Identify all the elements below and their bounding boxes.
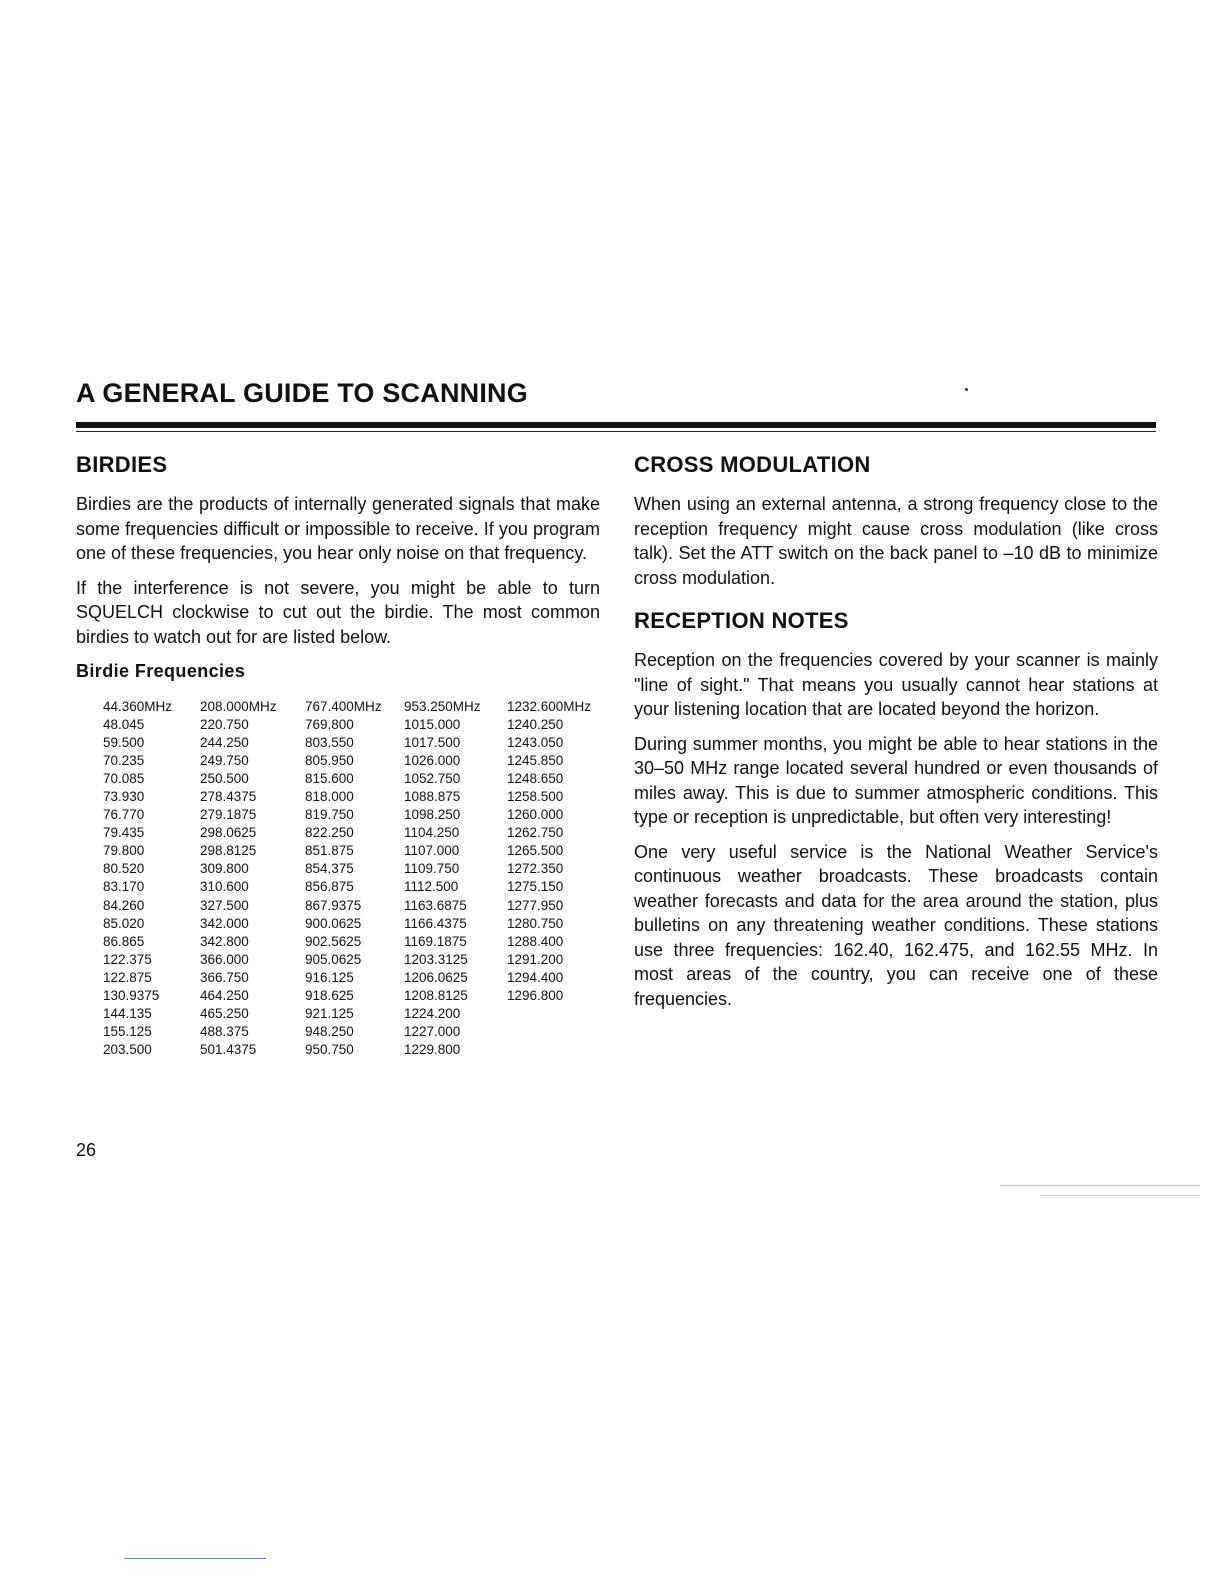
frequency-value: 1243.050 — [507, 735, 564, 751]
frequency-value: 1015.000 — [404, 717, 461, 733]
frequency-value: 1227.000 — [404, 1023, 461, 1039]
frequency-value: 366.750 — [200, 969, 249, 985]
frequency-value: 1272.350 — [507, 861, 564, 877]
frequency-column — [103, 698, 172, 1059]
frequency-column — [305, 698, 382, 1059]
frequency-value: 1296.800 — [507, 987, 564, 1003]
frequency-value: 208.000MHz — [200, 699, 277, 714]
frequency-value: 1088.875 — [404, 789, 461, 805]
frequency-value: 1203.3125 — [404, 951, 468, 967]
frequency-value: 1288.400 — [507, 933, 564, 949]
frequency-value: 1280.750 — [507, 915, 564, 931]
frequency-value: 1258.500 — [507, 789, 564, 805]
frequency-value: 70.085 — [103, 771, 145, 787]
frequency-value: 465.250 — [200, 1005, 249, 1021]
frequency-value: 1277.950 — [507, 897, 564, 913]
frequency-column — [404, 698, 481, 1059]
frequency-value: 948.250 — [305, 1023, 354, 1039]
frequency-value: 366.000 — [200, 951, 249, 967]
frequency-value: 1294.400 — [507, 969, 564, 985]
reception-notes-heading: RECEPTION NOTES — [634, 608, 849, 633]
frequency-value: 244.250 — [200, 735, 249, 751]
frequency-value: 327.500 — [200, 897, 249, 913]
frequency-value: 130.9375 — [103, 987, 160, 1003]
frequency-value: 80.520 — [103, 861, 145, 877]
frequency-value: 249.750 — [200, 753, 249, 769]
frequency-value: 86.865 — [103, 933, 145, 949]
frequency-value: 1265.500 — [507, 843, 564, 859]
birdie-frequencies-heading: Birdie Frequencies — [76, 661, 246, 681]
birdies-paragraph-1: Birdies are the products of internally generated signals that make some frequencies difficult or impossible to receive. If you program one of these frequencies, you hear only noise on that frequency. — [76, 494, 600, 563]
scan-artifact-blue-line — [124, 1558, 266, 1559]
frequency-value: 1229.800 — [404, 1041, 461, 1057]
frequency-value: 464.250 — [200, 987, 249, 1003]
frequency-value: 918.625 — [305, 987, 354, 1003]
frequency-value: 1245.850 — [507, 753, 564, 769]
frequency-value: 1262.750 — [507, 825, 564, 841]
frequency-value: 501.4375 — [200, 1041, 257, 1057]
frequency-value: 822.250 — [305, 825, 354, 841]
frequency-value: 1169.1875 — [404, 933, 467, 949]
scan-artifact-line — [1040, 1195, 1200, 1196]
frequency-value: 1291.200 — [507, 951, 564, 967]
header-rule-thin — [76, 431, 1156, 432]
frequency-value: 1098.250 — [404, 807, 461, 823]
frequency-column — [200, 698, 277, 1059]
frequency-value: 85.020 — [103, 915, 145, 931]
frequency-value: 818.000 — [305, 789, 354, 805]
scan-speck — [965, 388, 968, 391]
frequency-value: 1240.250 — [507, 717, 564, 733]
frequency-value: 155.125 — [103, 1023, 152, 1039]
frequency-value: 803.550 — [305, 735, 354, 751]
frequency-value: 1017.500 — [404, 735, 461, 751]
frequency-value: 1224.200 — [404, 1005, 461, 1021]
frequency-value: 122.875 — [103, 969, 152, 985]
frequency-value: 59.500 — [103, 735, 145, 751]
page-title: A GENERAL GUIDE TO SCANNING — [76, 378, 528, 408]
birdie-frequency-table — [96, 698, 600, 1070]
frequency-value: 1052.750 — [404, 771, 461, 787]
frequency-value: 298.8125 — [200, 843, 257, 859]
page-number: 26 — [76, 1140, 97, 1160]
frequency-value: 1248.650 — [507, 771, 564, 787]
cross-modulation-heading: CROSS MODULATION — [634, 452, 871, 477]
frequency-value: 79.800 — [103, 843, 145, 859]
frequency-value: 279.1875 — [200, 807, 257, 823]
frequency-value: 1232.600MHz — [507, 699, 592, 714]
frequency-value: 767.400MHz — [305, 699, 382, 714]
frequency-value: 851.875 — [305, 843, 354, 859]
frequency-value: 44.360MHz — [103, 699, 173, 714]
frequency-value: 1104.250 — [404, 825, 460, 841]
scan-artifact-line — [1000, 1185, 1200, 1186]
frequency-value: 488.375 — [200, 1023, 249, 1039]
frequency-value: 1260.000 — [507, 807, 564, 823]
reception-paragraph-3: One very useful service is the National Weather Service's continuous weather broadcasts. These broadcasts contain weather forecasts and data for the area around the station, plus bulletins on any threatening weather conditions. These stations use three frequencies: 162.40, 162.475, and 162.55 MHz. In most areas of the country, you can receive one of these frequencies. — [634, 841, 1158, 1009]
frequency-value: 1107.000 — [404, 843, 460, 859]
frequency-value: 867.9375 — [305, 897, 362, 913]
cross-modulation-paragraph: When using an external antenna, a strong frequency close to the reception frequency might cause cross modulation (like cross talk). Set the ATT switch on the back panel to –10 dB to minimize cross modulation. — [634, 494, 1158, 588]
frequency-value: 310.600 — [200, 879, 249, 895]
frequency-value: 84.260 — [103, 897, 145, 913]
left-column — [76, 452, 600, 1070]
frequency-value: 298.0625 — [200, 825, 257, 841]
frequency-value: 76.770 — [103, 807, 145, 823]
frequency-value: 916.125 — [305, 969, 354, 985]
frequency-value: 815.600 — [305, 771, 354, 787]
frequency-value: 854.375 — [305, 861, 354, 877]
frequency-value: 1206.0625 — [404, 969, 468, 985]
reception-paragraph-2: During summer months, you might be able to hear stations in the 30–50 MHz range located several hundred or even thousands of miles away. This is due to summer atmospheric conditions. This type or reception is unpredictable, but often very interesting! — [634, 733, 1158, 827]
frequency-value: 203.500 — [103, 1041, 152, 1057]
frequency-value: 856.875 — [305, 879, 354, 895]
frequency-column — [507, 698, 591, 1005]
frequency-value: 1026.000 — [404, 753, 461, 769]
frequency-value: 769.800 — [305, 717, 354, 733]
frequency-value: 900.0625 — [305, 915, 362, 931]
frequency-value: 220.750 — [200, 717, 249, 733]
frequency-value: 309.800 — [200, 861, 249, 877]
frequency-value: 48.045 — [103, 717, 145, 733]
frequency-value: 950.750 — [305, 1041, 354, 1057]
frequency-value: 250.500 — [200, 771, 249, 787]
frequency-value: 70.235 — [103, 753, 145, 769]
frequency-value: 278.4375 — [200, 789, 257, 805]
frequency-value: 1163.6875 — [404, 897, 467, 913]
frequency-value: 902.5625 — [305, 933, 362, 949]
reception-paragraph-1: Reception on the frequencies covered by your scanner is mainly "line of sight." That means you usually cannot hear stations at your listening location that are located beyond the horizon. — [634, 650, 1158, 719]
frequency-value: 342.000 — [200, 915, 249, 931]
frequency-value: 1208.8125 — [404, 987, 468, 1003]
frequency-value: 905.0625 — [305, 951, 362, 967]
header-rule-thick — [76, 422, 1156, 428]
frequency-value: 122.375 — [103, 951, 152, 967]
frequency-value: 79.435 — [103, 825, 145, 841]
birdies-paragraph-2: If the interference is not severe, you might be able to turn SQUELCH clockwise to cut out the birdie. The most common birdies to watch out for are listed below. — [76, 577, 600, 647]
right-column — [634, 452, 1158, 1021]
frequency-value: 83.170 — [103, 879, 145, 895]
frequency-value: 921.125 — [305, 1005, 354, 1021]
frequency-value: 805.950 — [305, 753, 354, 769]
frequency-value: 953.250MHz — [404, 699, 481, 714]
frequency-value: 1109.750 — [404, 861, 460, 877]
frequency-value: 342.800 — [200, 933, 249, 949]
frequency-value: 1166.4375 — [404, 915, 467, 931]
birdies-heading: BIRDIES — [76, 452, 168, 477]
frequency-value: 819.750 — [305, 807, 354, 823]
frequency-value: 73.930 — [103, 789, 145, 805]
frequency-value: 1275.150 — [507, 879, 564, 895]
frequency-value: 144.135 — [103, 1005, 152, 1021]
frequency-value: 1112.500 — [404, 879, 459, 895]
